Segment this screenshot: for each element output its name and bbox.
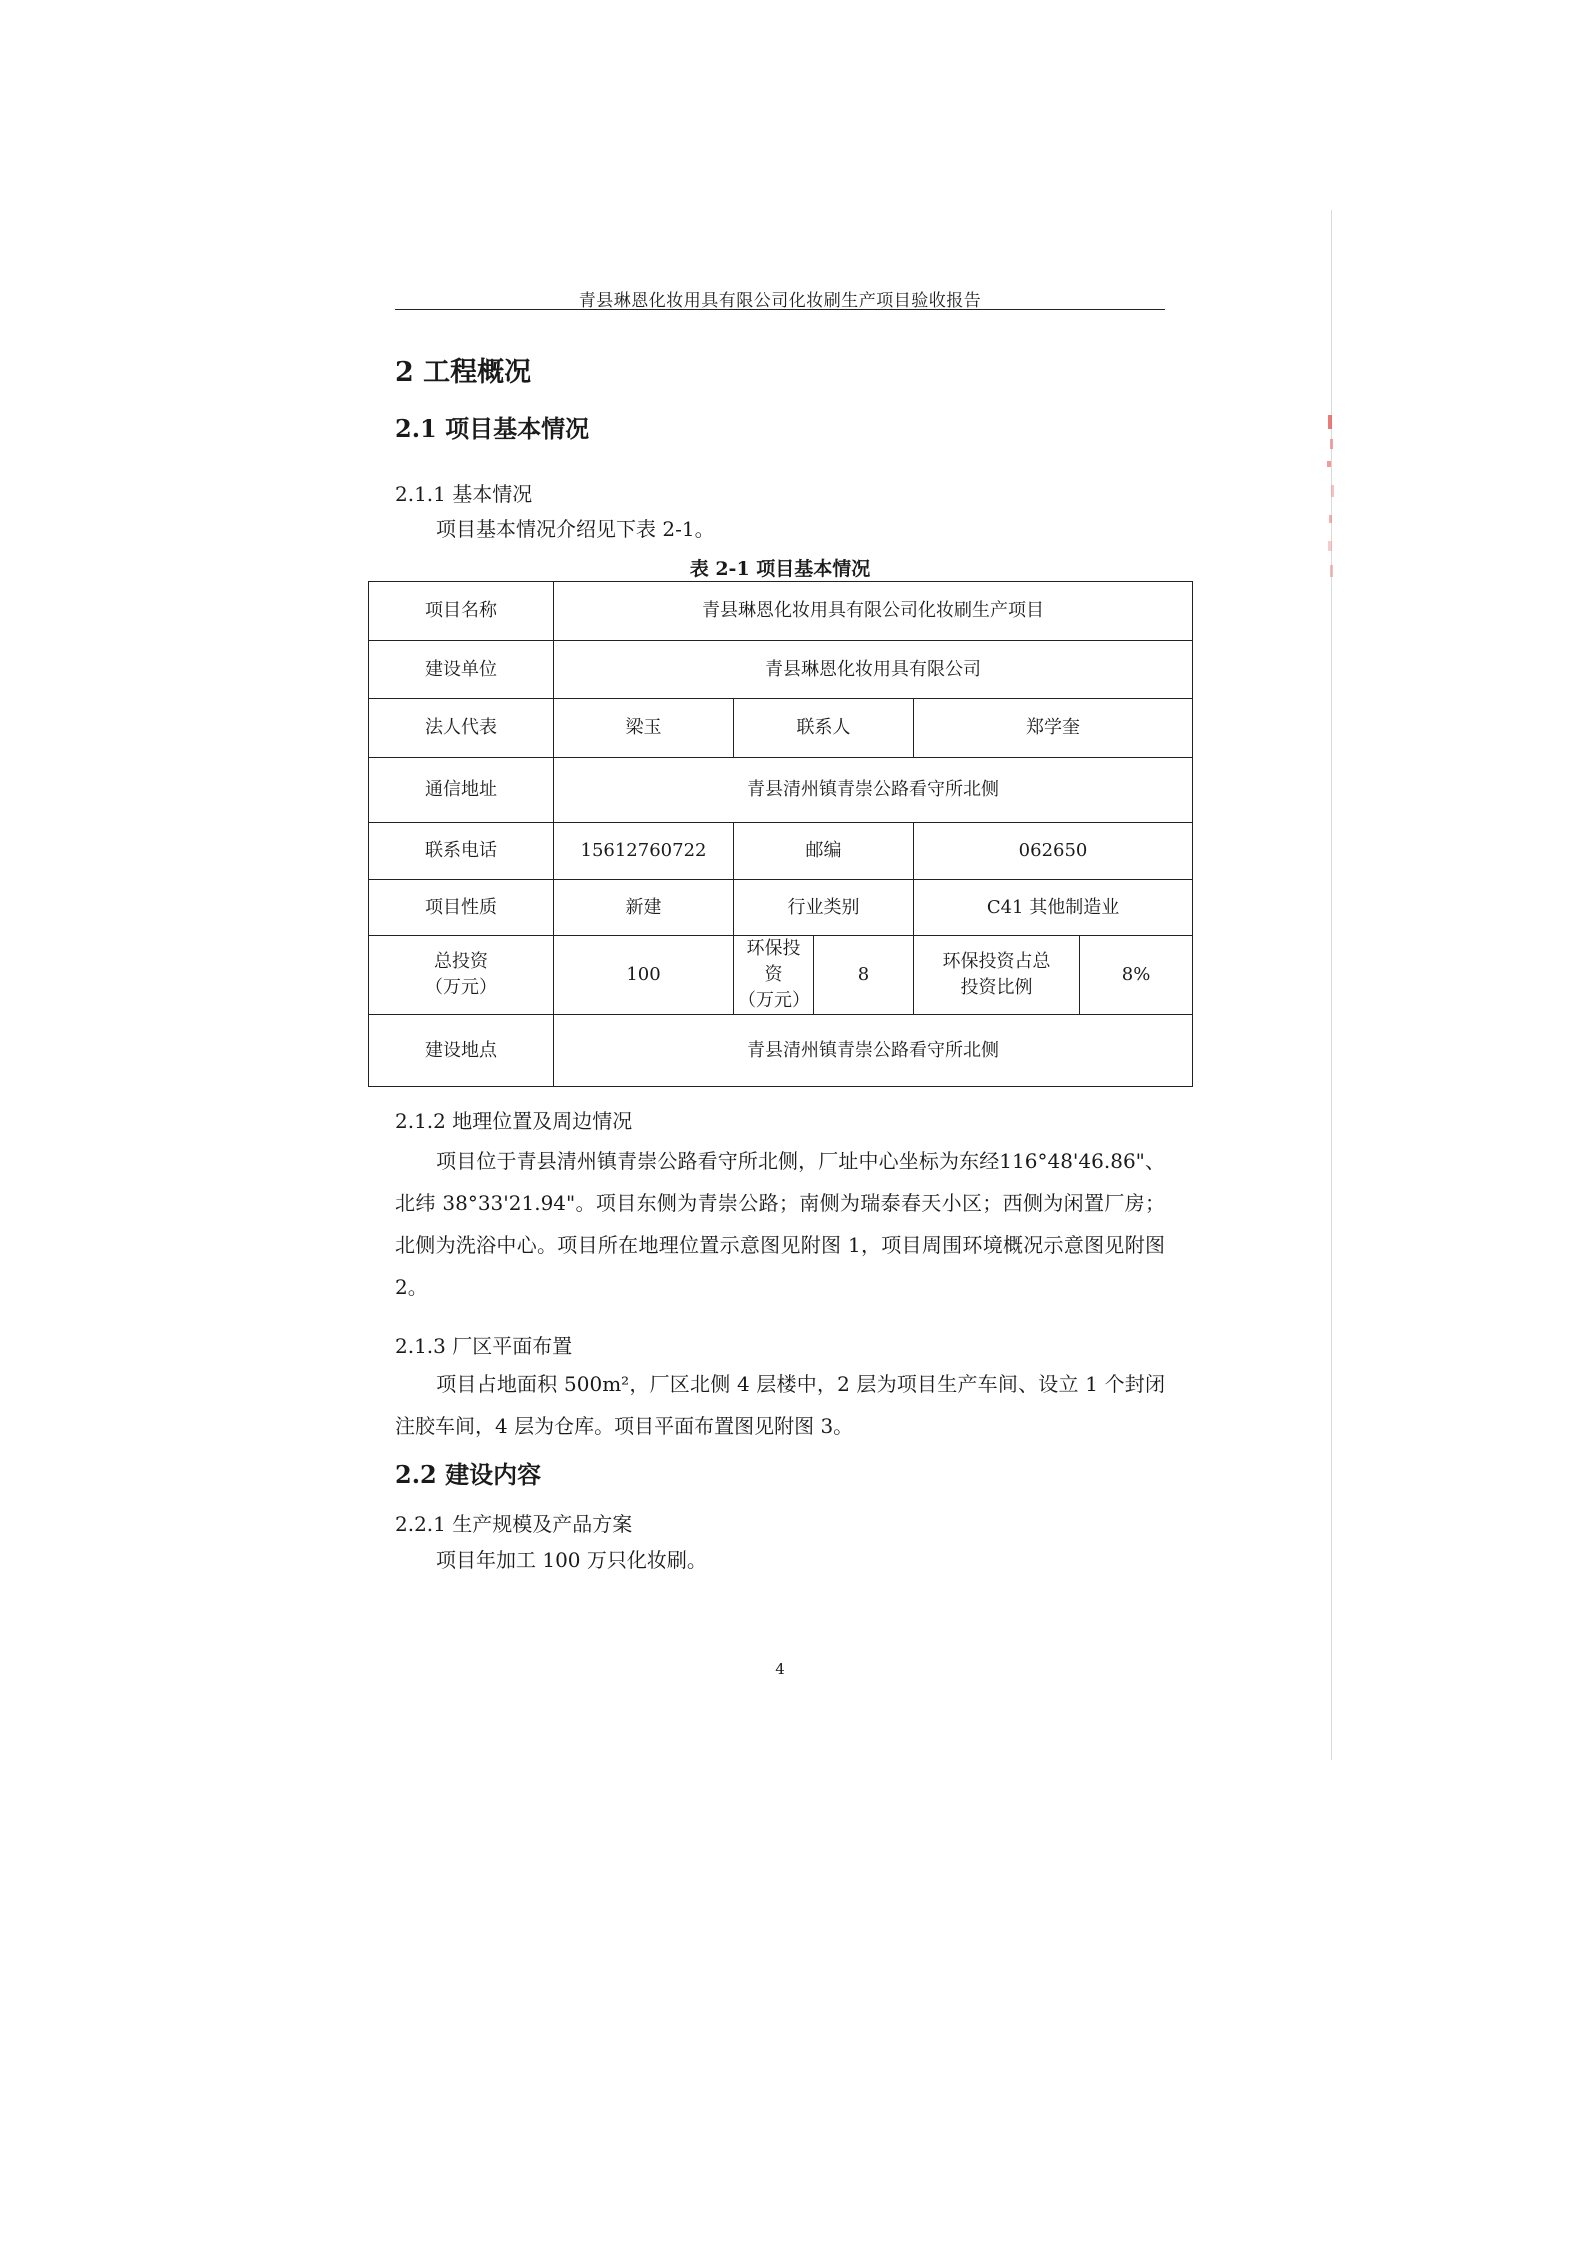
table-row [369,699,1193,758]
postcode-label: 邮编 [734,823,914,880]
section-title-2-1: 2.1 项目基本情况 [395,414,590,443]
subsection-title-2-2-1: 2.2.1 生产规模及产品方案 [395,1512,633,1536]
page-header: 青县琳恩化妆用具有限公司化妆刷生产项目验收报告 [578,291,982,311]
builder-value: 青县琳恩化妆用具有限公司 [554,641,1193,699]
address-value: 青县清州镇青崇公路看守所北侧 [554,758,1193,823]
subsection-title-2-1-3: 2.1.3 厂区平面布置 [395,1334,573,1358]
table-intro-text: 项目基本情况介绍见下表 2-1。 [436,517,715,541]
nature-label: 项目性质 [369,880,554,936]
table-row [369,936,1193,1015]
env-investment-ratio-label [914,936,1080,1015]
contact-label: 联系人 [734,699,914,758]
legal-rep-value: 梁玉 [554,699,734,758]
env-investment-label-line2: （万元） [738,990,810,1011]
project-basic-info-table [368,581,1193,1087]
postcode-value: 062650 [914,823,1193,880]
layout-paragraph [395,1363,1165,1447]
table-row [369,1015,1193,1087]
env-ratio-label-line1: 环保投资占总 [942,951,1051,972]
total-investment-label [369,936,554,1015]
seal-stamp-edge-marks [1325,415,1339,585]
subsection-title-2-1-1: 2.1.1 基本情况 [395,482,533,506]
address-label: 通信地址 [369,758,554,823]
env-investment-ratio-value: 8% [1080,936,1193,1015]
table-row [369,582,1193,641]
total-investment-label-line1: 总投资 [434,951,488,972]
site-label: 建设地点 [369,1015,554,1087]
env-investment-label-line1: 环保投资 [746,938,801,985]
phone-value: 15612760722 [554,823,734,880]
total-investment-label-line2: （万元） [425,977,497,998]
site-value: 青县清州镇青崇公路看守所北侧 [554,1015,1193,1087]
table-row [369,641,1193,699]
legal-rep-label: 法人代表 [369,699,554,758]
project-name-value: 青县琳恩化妆用具有限公司化妆刷生产项目 [554,582,1193,641]
industry-label: 行业类别 [734,880,914,936]
env-ratio-label-line2: 投资比例 [960,977,1033,998]
location-paragraph [395,1140,1165,1308]
phone-label: 联系电话 [369,823,554,880]
table-row [369,758,1193,823]
builder-label: 建设单位 [369,641,554,699]
page-number: 4 [775,1660,785,1678]
industry-value: C41 其他制造业 [914,880,1193,936]
table-row [369,880,1193,936]
nature-value: 新建 [554,880,734,936]
location-text: 项目位于青县清州镇青崇公路看守所北侧，厂址中心坐标为东经116°48'46.86"、北纬 38°33'21.94"。项目东侧为青崇公路；南侧为瑞泰春天小区；西侧为闲置厂房；北侧为洗浴中心。项目所在地理位置示意图见附图 1，项目周围环境概况示意图见附图 2。 [395,1149,1165,1299]
total-investment-value: 100 [554,936,734,1015]
table-intro-paragraph [395,508,1165,550]
env-investment-value: 8 [814,936,914,1015]
chapter-title: 2 工程概况 [395,357,532,388]
subsection-title-2-1-2: 2.1.2 地理位置及周边情况 [395,1109,633,1133]
layout-text: 项目占地面积 500m²，厂区北侧 4 层楼中，2 层为项目生产车间、设立 1 个封闭注胶车间，4 层为仓库。项目平面布置图见附图 3。 [395,1372,1165,1438]
header-rule [395,309,1165,310]
production-paragraph [395,1539,1165,1581]
production-text: 项目年加工 100 万只化妆刷。 [436,1548,707,1572]
contact-value: 郑学奎 [914,699,1193,758]
section-title-2-2: 2.2 建设内容 [395,1460,542,1489]
table-row [369,823,1193,880]
project-name-label: 项目名称 [369,582,554,641]
env-investment-label [734,936,814,1015]
table-caption: 表 2-1 项目基本情况 [689,558,871,580]
